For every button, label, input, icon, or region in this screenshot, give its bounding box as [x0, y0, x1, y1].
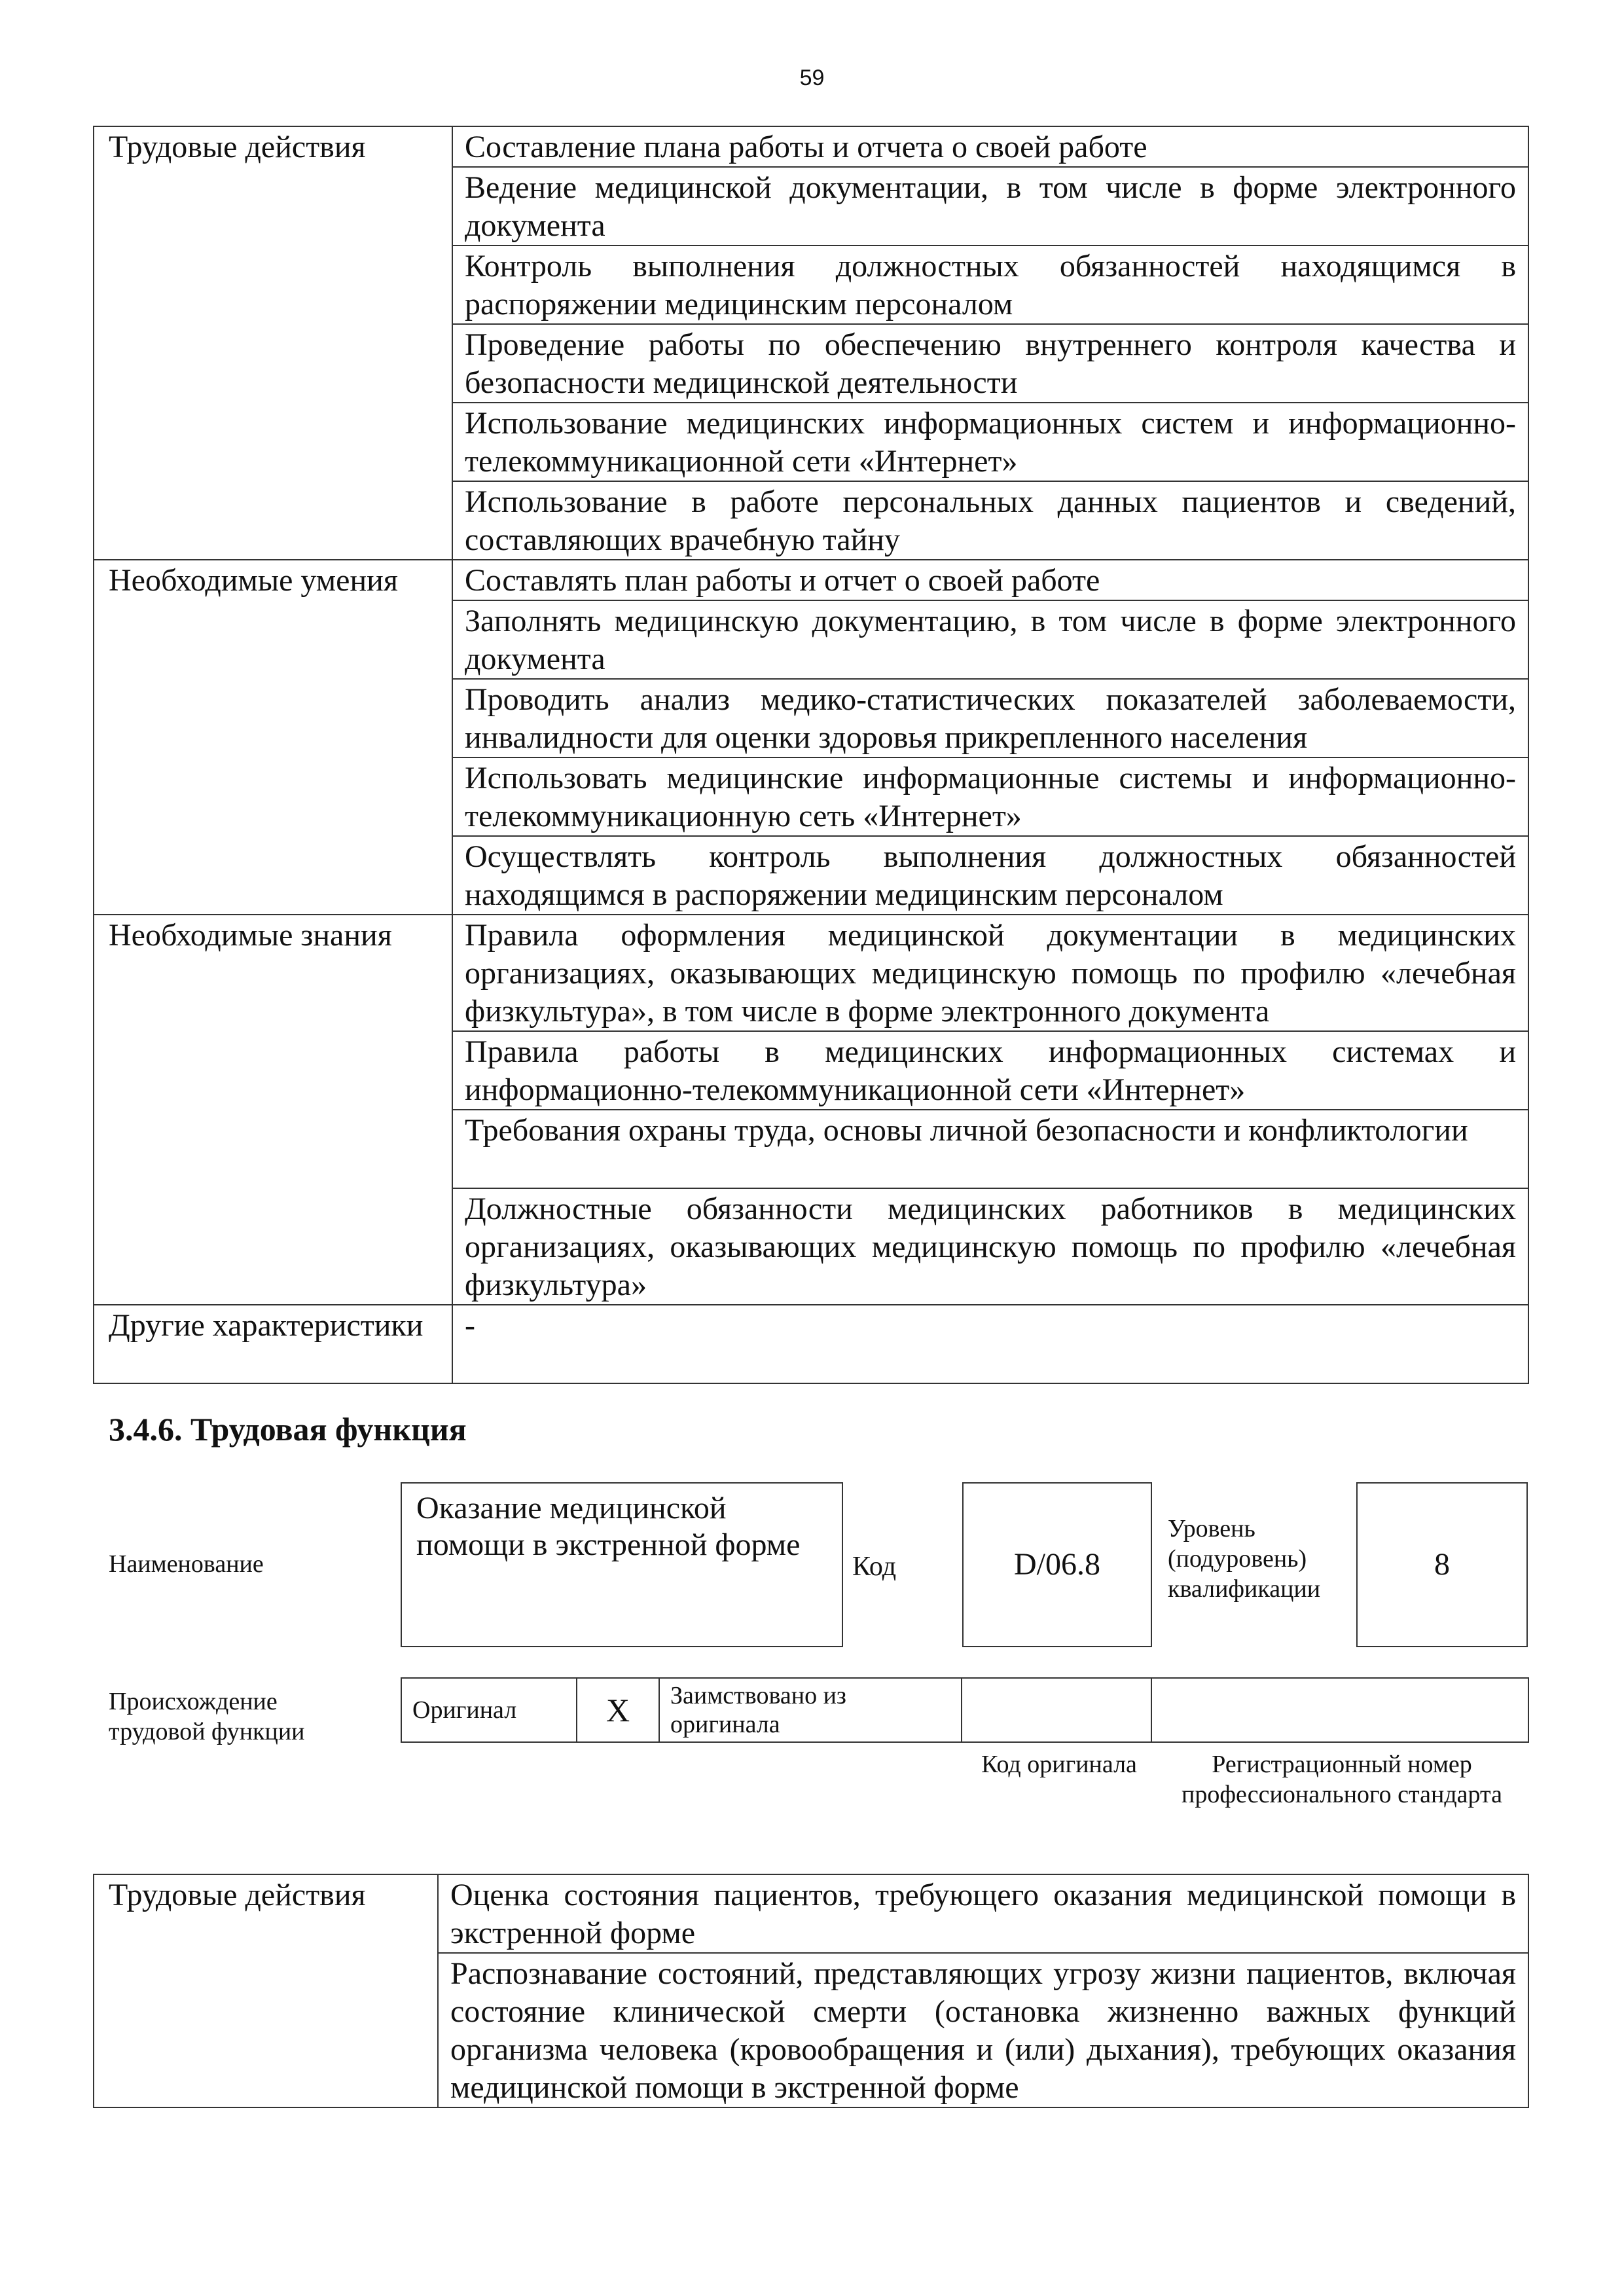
table-cell: Правила оформления медицинской документации в медицинских организациях, оказывающих медицинскую помощь по профилю «лечебная физкультура», в том числе в форме электронного документа — [452, 915, 1528, 1031]
level-label: Уровень (подуровень) квалификации — [1168, 1515, 1321, 1603]
code-label: Код — [852, 1552, 897, 1582]
code-box — [962, 1482, 1152, 1647]
original-mark: X — [577, 1678, 659, 1742]
category-required-skills: Необходимые умения — [94, 560, 452, 915]
labor-actions-table — [93, 1874, 1529, 2108]
section-heading: 3.4.6. Трудовая функция — [109, 1411, 467, 1448]
code-value: D/06.8 — [1014, 1547, 1100, 1582]
table-cell: Использовать медицинские информационные системы и информационно-телекоммуникационную сеть «Интернет» — [452, 757, 1528, 836]
category-required-knowledge: Необходимые знания — [94, 915, 452, 1305]
name-label: Наименование — [109, 1550, 264, 1578]
table-cell: Заполнять медицинскую документацию, в том числе в форме электронного документа — [452, 600, 1528, 679]
table-cell: Должностные обязанности медицинских работников в медицинских организациях, оказывающих медицинскую помощь по профилю «лечебная физкультура» — [452, 1188, 1528, 1305]
table-row — [94, 1874, 1528, 1953]
table-cell: - — [452, 1305, 1528, 1383]
table-cell: Использование медицинских информационных систем и информационно-телекоммуникационной сети «Интернет» — [452, 403, 1528, 481]
level-value: 8 — [1434, 1547, 1450, 1582]
origin-label: Происхождение трудовой функции — [109, 1688, 305, 1745]
function-name-box — [401, 1482, 843, 1647]
table-cell: Распознавание состояний, представляющих угрозу жизни пациентов, включая состояние клинической смерти (остановка жизненно важных функций организма человека (кровообращения и (или) дыхания), требующих оказания медицинской помощи в экстренной форме — [438, 1953, 1528, 2107]
reg-number-caption: Регистрационный номер профессионального стандарта — [1182, 1751, 1502, 1808]
category-labor-actions: Трудовые действия — [94, 126, 452, 560]
function-name-value: Оказание медицинской помощи в экстренной форме — [416, 1491, 801, 1562]
table-cell: Составлять план работы и отчет о своей работе — [452, 560, 1528, 600]
table-cell: Проведение работы по обеспечению внутреннего контроля качества и безопасности медицинской деятельности — [452, 324, 1528, 403]
table-row — [94, 126, 1528, 167]
category-other-characteristics: Другие характеристики — [94, 1305, 452, 1383]
table-cell: Осуществлять контроль выполнения должностных обязанностей находящимся в распоряжении медицинским персоналом — [452, 836, 1528, 915]
original-label: Оригинал — [401, 1678, 577, 1742]
table-cell: Контроль выполнения должностных обязанностей находящимся в распоряжении медицинским персоналом — [452, 246, 1528, 324]
table-cell: Правила работы в медицинских информационных системах и информационно-телекоммуникационной сети «Интернет» — [452, 1031, 1528, 1110]
borrowed-label: Заимствовано из оригинала — [659, 1678, 962, 1742]
labor-function-table — [93, 126, 1529, 1384]
page-number: 59 — [799, 65, 825, 90]
level-box — [1356, 1482, 1528, 1647]
category-labor-actions: Трудовые действия — [94, 1874, 438, 2107]
table-row — [94, 1305, 1528, 1383]
table-cell: Ведение медицинской документации, в том числе в форме электронного документа — [452, 167, 1528, 246]
table-cell: Проводить анализ медико-статистических показателей заболеваемости, инвалидности для оценки здоровья прикрепленного населения — [452, 679, 1528, 757]
table-row — [401, 1678, 1528, 1742]
table-row — [94, 560, 1528, 600]
original-code-caption: Код оригинала — [981, 1751, 1137, 1778]
table-cell: Составление плана работы и отчета о своей работе — [452, 126, 1528, 167]
table-row — [94, 915, 1528, 1031]
table-cell: Требования охраны труда, основы личной безопасности и конфликтологии — [452, 1110, 1528, 1188]
table-cell: Оценка состояния пациентов, требующего оказания медицинской помощи в экстренной форме — [438, 1874, 1528, 1953]
table-cell: Использование в работе персональных данных пациентов и сведений, составляющих врачебную тайну — [452, 481, 1528, 560]
original-code-cell — [962, 1678, 1151, 1742]
origin-table — [401, 1677, 1529, 1743]
reg-number-cell — [1151, 1678, 1528, 1742]
